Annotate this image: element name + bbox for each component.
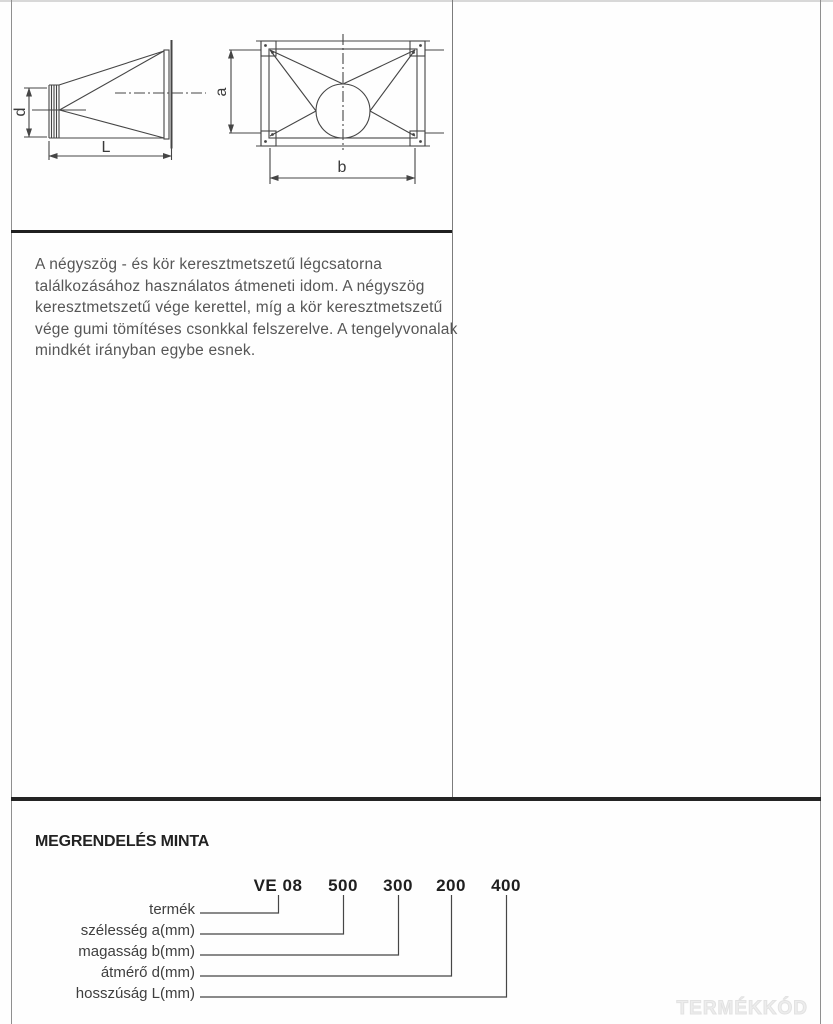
cone-fold-lines [60, 51, 165, 138]
code-label-diameter: átmérő d(mm) [100, 964, 195, 981]
cone-top-edge [59, 51, 164, 85]
code-segment-product: VE 08 [253, 876, 303, 895]
order-code-leader-lines [200, 895, 507, 997]
section-divider-order [11, 797, 821, 801]
section-divider-drawing [11, 230, 452, 233]
dimension-d [24, 88, 86, 137]
page-right-border [820, 0, 821, 1024]
code-segment-diameter: 200 [436, 876, 466, 895]
dim-label-d: d [12, 107, 29, 117]
code-label-product: termék [149, 901, 195, 918]
page-top-edge [0, 0, 833, 2]
code-segment-width: 500 [328, 876, 358, 895]
round-stub-gasket [49, 85, 59, 138]
round-opening [316, 84, 370, 138]
code-segment-height: 300 [383, 876, 413, 895]
code-label-length: hosszúság L(mm) [75, 985, 195, 1002]
description-line: A négyszög - és kör keresztmetszetű légcsatorna [35, 256, 383, 273]
column-divider [452, 0, 453, 798]
dim-label-a: a [213, 87, 230, 97]
description-line: mindkét irányban egybe esnek. [35, 342, 256, 360]
transition-fold-lines [270, 50, 415, 136]
screw-holes [264, 44, 422, 143]
code-label-width: szélesség a(mm) [80, 922, 195, 939]
description-line: találkozásához használatos átmeneti idom. A négyszög [35, 277, 425, 295]
code-label-height: magasság b(mm) [78, 943, 195, 960]
side-view-drawing [24, 40, 206, 160]
dim-label-L: L [101, 139, 111, 156]
watermark-text: TERMÉKKÓD [676, 998, 808, 1019]
description-line: vége gumi tömítéses csonkkal felszerelve. A tengelyvonalak [35, 320, 458, 338]
page-left-border [11, 0, 12, 1024]
dim-label-b: b [337, 159, 347, 176]
product-description [35, 254, 458, 362]
dimension-a [229, 50, 444, 133]
order-section-title: MEGRENDELÉS MINTA [35, 833, 210, 850]
code-segment-length: 400 [491, 876, 521, 895]
duct-mouth [164, 50, 169, 139]
description-line: keresztmetszetű vége kerettel, míg a kör keresztmetszetű [35, 299, 443, 317]
corner-plates [261, 41, 425, 146]
frame-rectangle [256, 41, 430, 146]
